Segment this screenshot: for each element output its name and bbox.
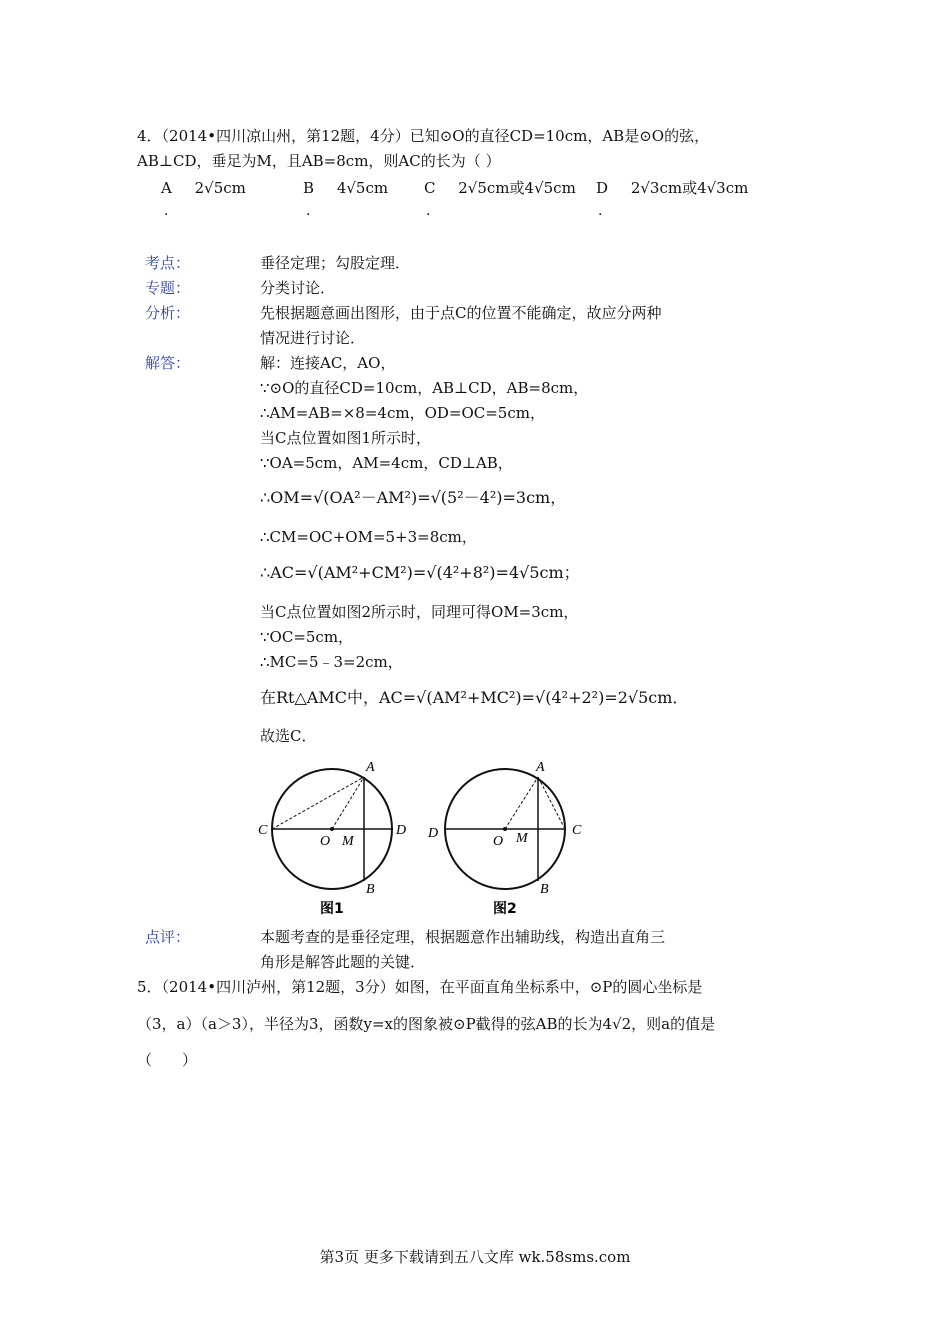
fig1-label: C [258, 823, 268, 838]
fig2-label: C [572, 823, 582, 838]
fig2-caption: 图2 [493, 901, 517, 917]
solution-line: 当C点位置如图1所示时， [260, 429, 432, 447]
q4-option-a: A 2√5cm [161, 179, 246, 197]
fig1-label: M [342, 834, 354, 849]
solution-line: ∵OC=5cm， [260, 628, 354, 646]
fenxi-line2: 情况进行讨论． [260, 329, 366, 347]
fig1-caption: 图1 [320, 901, 344, 917]
fig2-label: A [536, 760, 545, 775]
q5-line2: （3，a）（a＞3），半径为3，函数y=x的图象被⊙P截得的弦AB的长为4√2，则a的值是 [137, 1015, 716, 1033]
fig1-label: B [366, 882, 375, 897]
label-jieda: 解答： [145, 354, 191, 372]
q4-line1: 4．（2014•四川凉山州，第12题，4分）已知⊙O的直径CD=10cm，AB是⊙O的弦， [137, 127, 710, 145]
solution-line: ∵⊙O的直径CD=10cm，AB⊥CD，AB=8cm， [260, 379, 589, 397]
q4-option-b: B 4√5cm [303, 179, 389, 197]
option-dot: . [306, 203, 311, 219]
solution-line: ∴OM=√(OA²－AM²)=√(5²－4²)=3cm， [260, 488, 567, 507]
page-footer: 第3页 更多下载请到五八文库 wk.58sms.com [319, 1248, 631, 1266]
circle-figures [250, 755, 610, 920]
solution-line: ∴CM=OC+OM=5+3=8cm， [260, 528, 477, 546]
q5-line1: 5．（2014•四川泸州，第12题，3分）如图，在平面直角坐标系中，⊙P的圆心坐标是 [137, 978, 703, 996]
figure-1 [258, 760, 406, 917]
solution-line: ∴MC=5﹣3=2cm， [260, 653, 403, 671]
zhuanti-text: 分类讨论． [260, 279, 336, 297]
dianping-line1: 本题考查的是垂径定理，根据题意作出辅助线，构造出直角三 [260, 928, 666, 946]
fig2-label: B [540, 882, 549, 897]
label-kaodian: 考点： [145, 254, 191, 272]
label-dianping: 点评： [145, 928, 191, 946]
option-dot: . [598, 203, 603, 219]
option-dot: . [426, 203, 431, 219]
fig1-label: A [366, 760, 375, 775]
q4-option-c: C 2√5cm或4√5cm [424, 179, 576, 197]
option-dot: . [164, 203, 169, 219]
solution-line: 在Rt△AMC中，AC=√(AM²+MC²)=√(4²+2²)=2√5cm． [260, 688, 689, 707]
solution-line: ∴AM=AB=×8=4cm，OD=OC=5cm， [260, 404, 545, 422]
fig2-label: D [428, 826, 439, 841]
kaodian-text: 垂径定理；勾股定理． [260, 254, 411, 272]
fenxi-line1: 先根据题意画出图形，由于点C的位置不能确定，故应分两种 [260, 304, 662, 322]
fig1-label: D [396, 823, 407, 838]
q5-line3: （ ） [137, 1051, 198, 1069]
solution-line: 当C点位置如图2所示时，同理可得OM=3cm， [260, 603, 579, 621]
fig1-label: O [320, 834, 331, 849]
solution-line: 解：连接AC，AO， [260, 354, 396, 372]
solution-line: ∴AC=√(AM²+CM²)=√(4²+8²)=4√5cm； [260, 563, 580, 582]
q4-option-d: D 2√3cm或4√3cm [596, 179, 749, 197]
label-fenxi: 分析： [145, 304, 191, 322]
dianping-line2: 角形是解答此题的关键． [260, 953, 426, 971]
solution-line: 故选C． [260, 727, 317, 745]
label-zhuanti: 专题： [145, 279, 191, 297]
fig2-label: O [493, 834, 504, 849]
q4-line2: AB⊥CD，垂足为M，且AB=8cm，则AC的长为（ ） [137, 152, 501, 170]
fig2-label: M [516, 831, 528, 846]
solution-line: ∵OA=5cm，AM=4cm，CD⊥AB， [260, 454, 513, 472]
figure-2 [427, 760, 582, 917]
